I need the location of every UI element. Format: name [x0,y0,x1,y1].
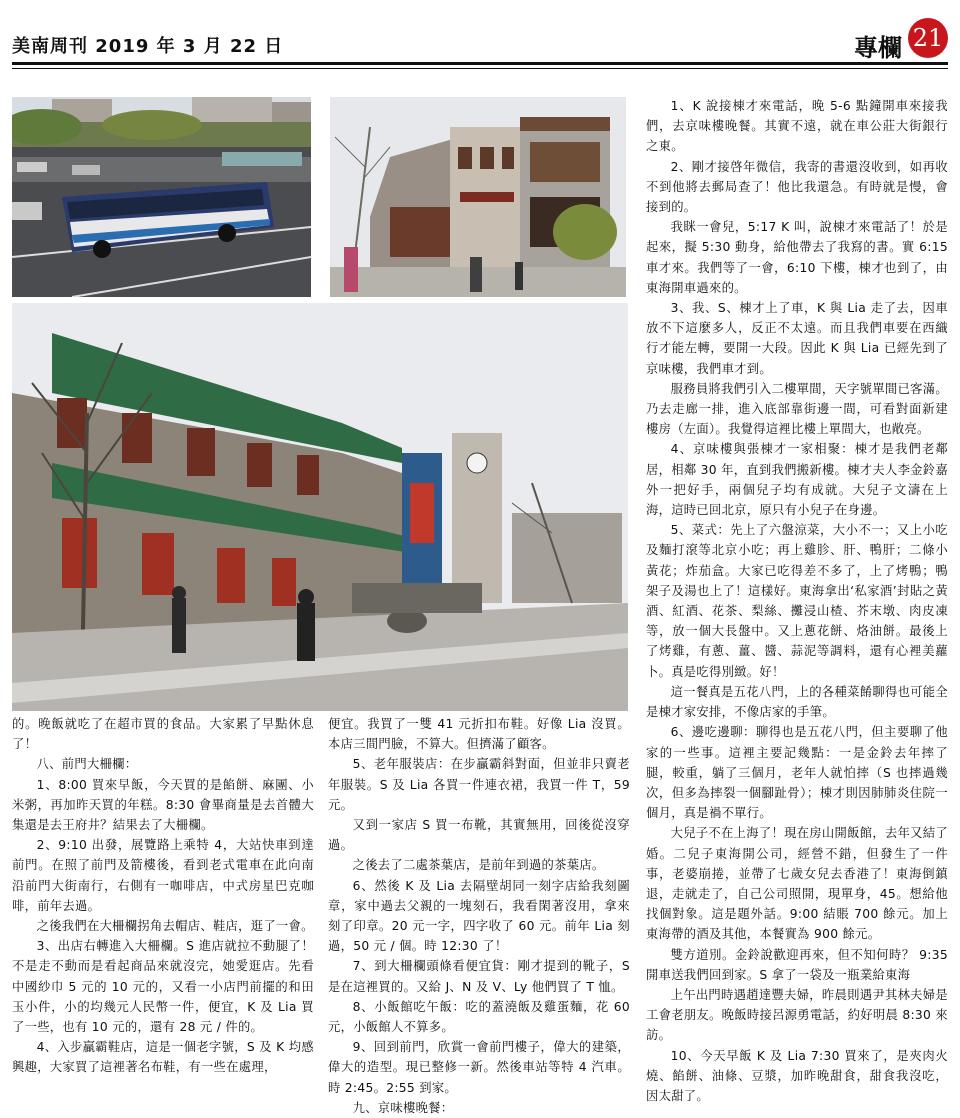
paragraph: 之後我們在大柵欄拐角去帽店、鞋店，逛了一會。 [36,919,314,934]
paragraph: 4、入步贏霸鞋店，這是一個老字號，S 及 K 均感興趣，大家買了這裡著名布鞋，有一些在處理， [12,1040,314,1075]
page-header [12,14,948,62]
photo-bus-street [12,97,311,297]
paragraph: 便宜。我買了一雙 41 元折扣布鞋。好像 Lia 沒買。本店三間門臉，不算大。但擠滿了顧客。 [328,717,630,752]
section-heading: 八、前門大柵欄： [36,757,138,772]
paragraph: 2、9:10 出發，展覽路上乘特 4，大站快車到達前門。在照了前門及箭樓後，看到老式電車在此向南沿前門大街南行，右側有一咖啡店，中式房星巴克咖啡，前年去過。 [12,838,314,913]
paragraph: 8、小飯館吃午飯：吃的蓋澆飯及雞蛋麵，花 60 元，小飯館人不算多。 [328,999,630,1035]
paragraph: 10、今天早飯 K 及 Lia 7:30 買來了，是夾肉火燒、餡餅、油條、豆漿，加昨晚甜食，甜食我沒吃，因太甜了。 [646,1048,948,1103]
paragraph: 2、剛才接啓年微信，我寄的書還沒收到，如再收不到他將去郵局查了！他比我還急。有時就是慢，會接到的。 [646,159,948,215]
paragraph: 又到一家店 S 買一布靴，其實無用，回後從沒穿過。 [328,818,630,853]
article-column-right [646,96,948,1106]
article-column-middle [328,714,630,1118]
paragraph: 7、到大柵欄頭條看便宜貨：剛才提到的靴子，S 是在這裡買的。又給 J、N 及 V、Ly 他們買了 T 恤。 [328,959,630,994]
paragraph: 4、京味樓與張棟才一家相聚：棟才是我們老鄰居，相鄰 30 年，直到我們搬新樓。棟才夫人李金鈴嘉外一把好手，兩個兒子均有成就。大兒子文濤在上海，這時已回北京，原只有小兒子在身邊。 [646,442,948,518]
paragraph: 6、邊吃邊聊：聊得也是五花八門，但主要聊了他家的一些事。這裡主要記幾點：一是金鈴去年摔了腿，較重，躺了三個月，老年人就怕摔（S 也摔過幾次，但多為摔裂一個腳趾骨）；棟才則因肺肺炎住院一個月，真是禍不單行。 [646,725,948,821]
section-heading: 九、京味樓晚餐： [352,1100,454,1115]
paragraph: 大兒子不在上海了！現在房山開飯館，去年又結了婚。二兒子東海開公司，經營不錯，但發生了一件事，老婆崩捲，並帶了七歲女兒去香港了！東海倒鎮退，走就走了，自己公司照開，現單身，45。想給他找個對象。這是題外話。9:00 結賬 700 餘元。加上東海帶的酒及其他，本餐實為 900 餘元。 [646,826,948,942]
paragraph: 我眯一會兒，5:17 K 叫，說棟才來電話了！於是起來，擬 5:30 動身，給他帶去了我寫的書。實 6:15 車才來。我們等了一會，6:10 下樓，棟才也到了，由東海開車過來的。 [646,220,948,295]
paragraph: 1、8:00 買來早飯，今天買的是餡餅、麻團、小米粥，再加昨天買的年糕。8:30 會畢商量是去首體大集還是去王府井？結果去了大柵欄。 [12,777,314,833]
paragraph: 5、老年服裝店：在步贏霸斜對面，但並非只賣老年服裝。S 及 Lia 各買一件連衣裙，我買一件 T，59 元。 [328,757,630,812]
article-column-left [12,714,314,1078]
paragraph: 1、K 說接棟才來電話，晚 5-6 點鐘開車來接我們，去京味樓晚餐。其實不遠，就在車公莊大街銀行之東。 [646,99,948,154]
header-rule-thin [12,68,948,69]
header-rule-thick [12,62,948,65]
paragraph: 的。晚飯就吃了在超市買的食品。大家累了早點休息了！ [12,717,314,752]
paragraph: 之後去了二處茶葉店，是前年到過的茶葉店。 [352,858,605,873]
paragraph: 3、我、S、棟才上了車，K 與 Lia 走了去，因車放不下這麼多人，反正不太遠。而且我們車要在西織行才能左轉，要開一大段。因此 K 與 Lia 已經先到了京味樓，我們車才到。 [646,301,948,376]
paragraph: 雙方道別。金鈴說歡迎再來，但不知何時？ 9:35 開車送我們回到家。S 拿了一袋及一瓶業給東海 [646,947,948,982]
paragraph: 服務員將我們引入二樓單間，天字號單間已客滿。乃去走廊一排，進入底部靠街邊一間，可看對面新建樓房（左面）。我覺得這裡比樓上單間大，也敞亮。 [646,381,948,437]
paragraph: 3、出店右轉進入大柵欄。S 進店就拉不動腿了！不是走不動而是看起商品來就沒完，她愛逛店。先看中國紗巾 5 元的 10 元的，又看一小店門前擺的和田玉小件，小的均幾元人民幣一件，便宜，K 及 Lia 買了一些，也有 10 元的，還有 28 元 / 件的。 [12,939,314,1035]
publication-line: 美南周刊 2019 年 3 月 22 日 [12,36,284,57]
paragraph: 上午出門時遇趙達豐夫婦，昨晨則遇尹其林夫婦是工會老朋友。晚飯時接呂源勇電話，約好明晨 8:30 來訪。 [646,987,948,1043]
column-label: 專欄 [854,34,902,62]
paragraph: 5、菜式：先上了六盤涼菜，大小不一；又上小吃及麵打滾等北京小吃；再上雞胗、肝、鴨肝；二條小黃花；炸茄盒。大家已吃得差不多了，上了烤鴨；鴨架子及湯也上了！這樣好。東海拿出‘私家酒’封貼之黃酒、紅酒、花茶、梨絲、攤浸山楂、芥末墩、肉皮凍等，放一個大長盤中。又上蔥花餅、烙油餅。最後上了烤雞，有蔥、薑、醬、蒜泥等調料，還有心裡美蘿卜。真是吃得別緻。好！ [646,523,948,679]
page-number-badge: 21 [908,18,948,58]
paragraph: 6、然後 K 及 Lia 去隔壁胡同一刻字店給我刻圖章，家中過去父親的一塊刻石，我看閑著沒用，拿來刻了印章。20 元一字，四字收了 60 元。前年 Lia 刻過，50 元 / 個。時 12:30 了！ [328,878,630,954]
paragraph: 這一餐真是五花八門，上的各種菜餚聊得也可能全是棟才家安排，不像店家的手筆。 [646,684,948,720]
paragraph: 9、回到前門，欣賞一會前門樓子，偉大的建築，偉大的造型。現已整修一新。然後車站等特 4 汽車。時 2:45。2:55 到家。 [328,1040,630,1095]
photo-old-buildings [330,97,626,297]
photo-dashilan-street [12,303,628,711]
